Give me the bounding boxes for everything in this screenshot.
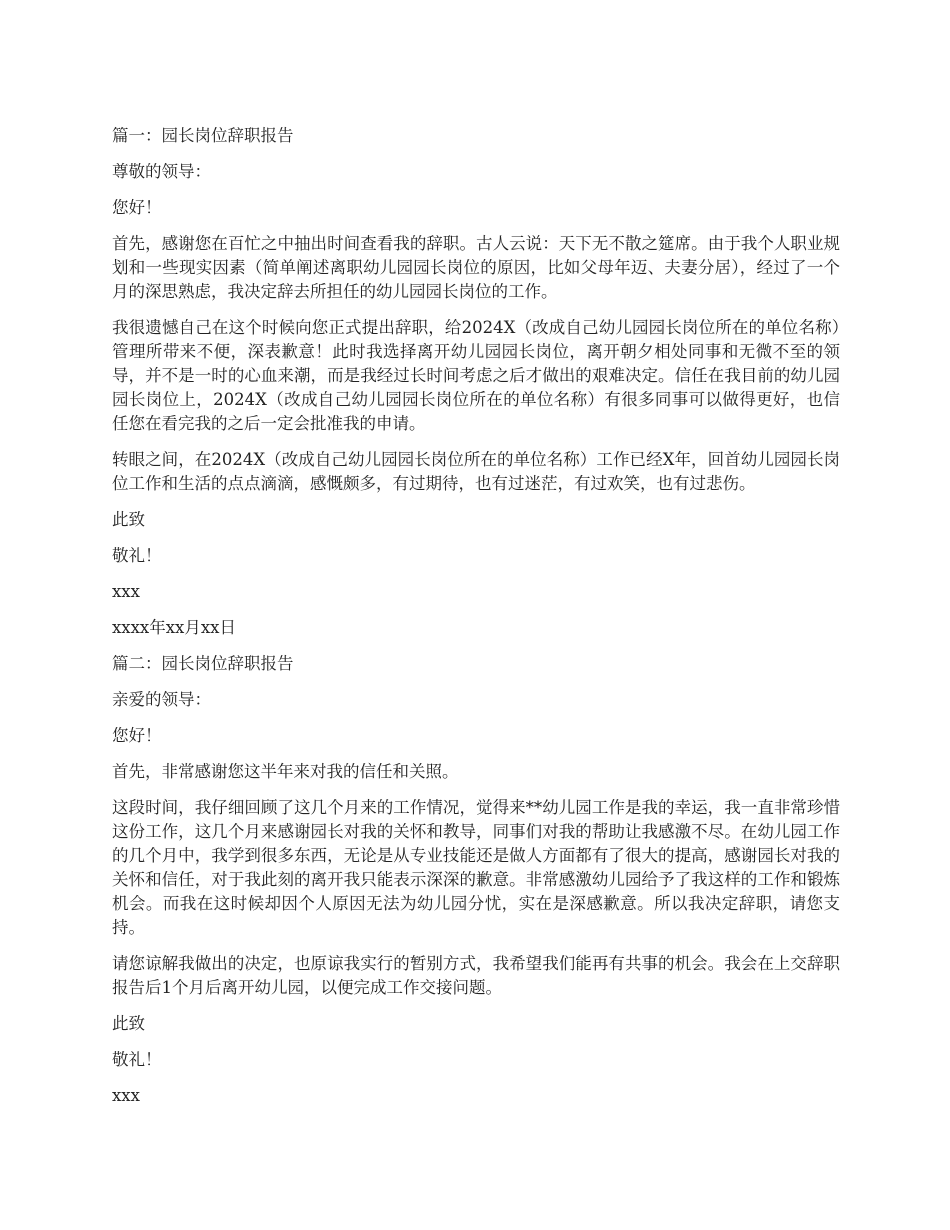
closing-2: 此致	[112, 1014, 145, 1033]
closing-regards-2: 敬礼！	[112, 1050, 162, 1069]
section-title-2: 篇二：园长岗位辞职报告	[112, 654, 294, 673]
signature-2: xxx	[112, 1086, 140, 1105]
document-body	[112, 124, 840, 1120]
section-title-1: 篇一：园长岗位辞职报告	[112, 126, 294, 145]
closing-1: 此致	[112, 510, 145, 529]
closing-regards-1: 敬礼！	[112, 546, 162, 565]
paragraph: 我很遗憾自己在这个时候向您正式提出辞职，给2024X（改成自己幼儿园园长岗位所在的单位名称）管理所带来不便，深表歉意！此时我选择离开幼儿园园长岗位，离开朝夕相处同事和无微不至的领导，并不是一时的心血来潮，而是我经过长时间考虑之后才做出的艰难决定。信任在我目前的幼儿园园长岗位上，2024X（改成自己幼儿园园长岗位所在的单位名称）有很多同事可以做得更好，也信任您在看完我的之后一定会批准我的申请。	[112, 318, 840, 433]
date-1: xxxx年xx月xx日	[112, 618, 236, 637]
paragraph: 转眼之间，在2024X（改成自己幼儿园园长岗位所在的单位名称）工作已经X年，回首幼儿园园长岗位工作和生活的点点滴滴，感慨颇多，有过期待，也有过迷茫，有过欢笑，也有过悲伤。	[112, 450, 840, 493]
salutation-2: 亲爱的领导：	[112, 690, 211, 709]
greeting-2: 您好！	[112, 726, 162, 745]
signature-1: xxx	[112, 582, 140, 601]
salutation-1: 尊敬的领导：	[112, 162, 211, 181]
paragraph: 这段时间，我仔细回顾了这几个月来的工作情况，觉得来**幼儿园工作是我的幸运，我一直非常珍惜这份工作，这几个月来感谢园长对我的关怀和教导，同事们对我的帮助让我感激不尽。在幼儿园工作的几个月中，我学到很多东西，无论是从专业技能还是做人方面都有了很大的提高，感谢园长对我的关怀和信任，对于我此刻的离开我只能表示深深的歉意。非常感激幼儿园给予了我这样的工作和锻炼机会。而我在这时候却因个人原因无法为幼儿园分忧，实在是深感歉意。所以我决定辞职，请您支持。	[112, 798, 840, 937]
paragraph: 首先，非常感谢您这半年来对我的信任和关照。	[112, 762, 459, 781]
paragraph: 请您谅解我做出的决定，也原谅我实行的暂别方式，我希望我们能再有共事的机会。我会在上交辞职报告后1个月后离开幼儿园，以便完成工作交接问题。	[112, 954, 840, 997]
greeting-1: 您好！	[112, 198, 162, 217]
paragraph: 首先，感谢您在百忙之中抽出时间查看我的辞职。古人云说：天下无不散之筵席。由于我个人职业规划和一些现实因素（简单阐述离职幼儿园园长岗位的原因，比如父母年迈、夫妻分居），经过了一个月的深思熟虑，我决定辞去所担任的幼儿园园长岗位的工作。	[112, 234, 840, 301]
